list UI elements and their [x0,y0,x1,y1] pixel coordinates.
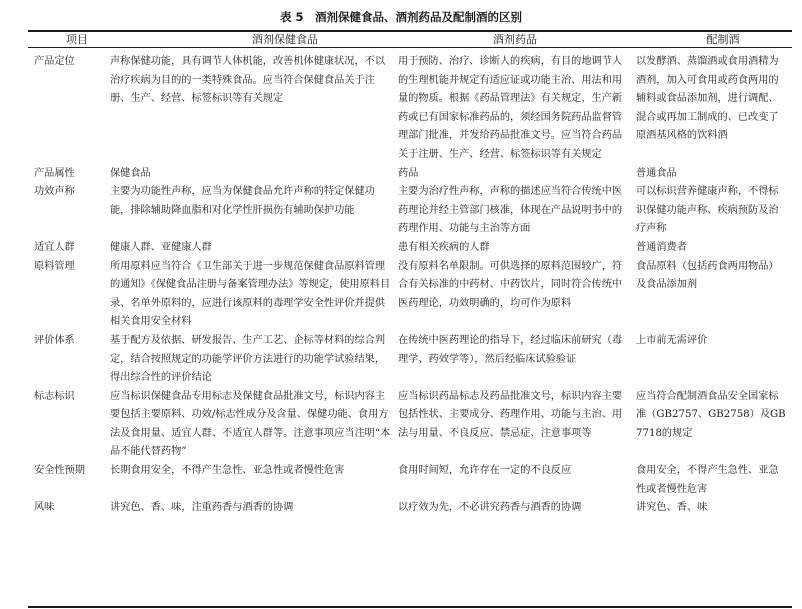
health-food-cell: 所用原料应当符合《卫生部关于进一步规范保健食品原料管理的通知》《保健食品注册与备案管理办法》等规定，使用原料目录、名单外原料的，应进行该原料的毒理学安全性评价并提供相关食用安全材料 [110,260,391,328]
liquor-cell: 以发酵酒、蒸馏酒或食用酒精为酒剂，加入可食用或药食两用的辅料或食品添加剂，进行调配、混合或再加工制成的、已改变了原酒基风格的饮料酒 [636,56,779,142]
health-food-cell: 讲究色、香、味，注重药香与酒香的协调 [110,502,294,514]
header-item: 项目 [66,33,88,46]
health-food-cell: 声称保健功能，具有调节人体机能，改善机体健康状况，不以治疗疾病为目的的一类特殊食品。应当符合保健食品关于注册、生产、经营、标签标识等有关规定 [110,56,386,105]
liquor-cell: 讲究色、香、味 [636,502,708,514]
row-label: 标志标识 [34,390,75,402]
table-row [28,239,792,258]
row-label: 安全性预期 [34,465,85,477]
table-row [28,183,792,239]
health-food-cell: 健康人群、亚健康人群 [110,241,212,253]
table-row [28,53,792,165]
liquor-cell: 食品原料（包括药食两用物品）及食品添加剂 [636,260,779,291]
comparison-table [28,53,792,518]
drug-cell: 药品 [398,167,419,179]
drug-cell: 在传统中医药理论的指导下，经过临床前研究（毒理学、药效学等），然后经临床试验验证 [398,334,623,365]
table-row [28,332,792,388]
drug-cell: 应当标识药品标志及药品批准文号，标识内容主要包括性状、主要成分、药理作用、功能与主治、用法与用量、不良反应、禁忌症、注意事项等 [398,390,623,439]
row-label: 产品定位 [34,56,75,67]
health-food-cell: 基于配方及依据、研发报告、生产工艺、企标等材料的综合判定，结合按照规定的功能学评价方法进行的功能学试验结果，得出综合性的评价结论 [110,334,386,384]
drug-cell: 患有相关疾病的人群 [398,241,490,253]
table-row [28,258,792,332]
top-rule [28,30,792,32]
liquor-cell: 普通消费者 [636,241,687,253]
drug-cell: 以疗效为先，不必讲究药香与酒香的协调 [398,502,582,514]
table-row [28,388,792,462]
row-label: 适宜人群 [34,241,75,253]
liquor-cell: 普通食品 [636,167,677,179]
drug-cell: 没有原料名单限制。可供选择的原料范围较广，符合有关标准的中药材、中药饮片，同时符合传统中医药理论，功效明确的，均可作为原料 [398,260,623,309]
table-row [28,499,792,518]
health-food-cell: 主要为功能性声称，应当为保健食品允许声称的特定保健功能，排除辅助降血脂和对化学性肝损伤有辅助保护功能 [110,186,375,216]
liquor-cell: 食用安全，不得产生急性、亚急性或者慢性危害 [636,465,779,495]
health-food-cell: 应当标识保健食品专用标志及保健食品批准文号，标识内容主要包括主要原料、功效/标志性成分及含量、保健功能、食用方法及食用量、适宜人群、不适宜人群等。注意事项应当注明“本品不能代替药物” [110,390,391,458]
drug-cell: 食用时间短，允许存在一定的不良反应 [398,465,572,477]
liquor-cell: 应当符合配制酒食品安全国家标准（GB2757、GB2758）及GB7718的规定 [636,390,786,439]
row-label: 产品属性 [34,167,75,179]
row-label: 原料管理 [34,260,75,272]
health-food-cell: 长期食用安全，不得产生急性、亚急性或者慢性危害 [110,465,345,477]
drug-cell: 主要为治疗性声称，声称的描述应当符合传统中医药理论并经主管部门核准，体现在产品说明书中的药理作用、功能与主治等方面 [398,186,623,235]
liquor-cell: 上市前无需评价 [636,334,708,346]
header-drug: 酒剂药品 [493,33,537,46]
header-health-food: 酒剂保健食品 [252,33,318,46]
row-label: 风味 [34,502,55,514]
health-food-cell: 保健食品 [110,167,151,179]
row-label: 评价体系 [34,334,75,346]
table-title: 表 5 酒剂保健食品、酒剂药品及配制酒的区别 [279,10,522,24]
row-label: 功效声称 [34,186,75,198]
table-row [28,165,792,184]
liquor-cell: 可以标识营养健康声称，不得标识保健功能声称、疾病预防及治疗声称 [636,186,779,235]
table-row [28,462,792,499]
header-rule [28,47,792,48]
drug-cell: 用于预防、治疗、诊断人的疾病，有目的地调节人的生理机能并规定有适应证或功能主治、用法和用量的物质。根据《药品管理法》有关规定，生产新药或已有国家标准药品的，须经国务院药品监督管理部门批准，并发给药品批准文号。应当符合药品关于注册、生产、经营、标签标识等有关规定 [398,56,623,160]
bottom-rule [28,606,792,608]
header-compound-liquor: 配制酒 [706,33,740,46]
